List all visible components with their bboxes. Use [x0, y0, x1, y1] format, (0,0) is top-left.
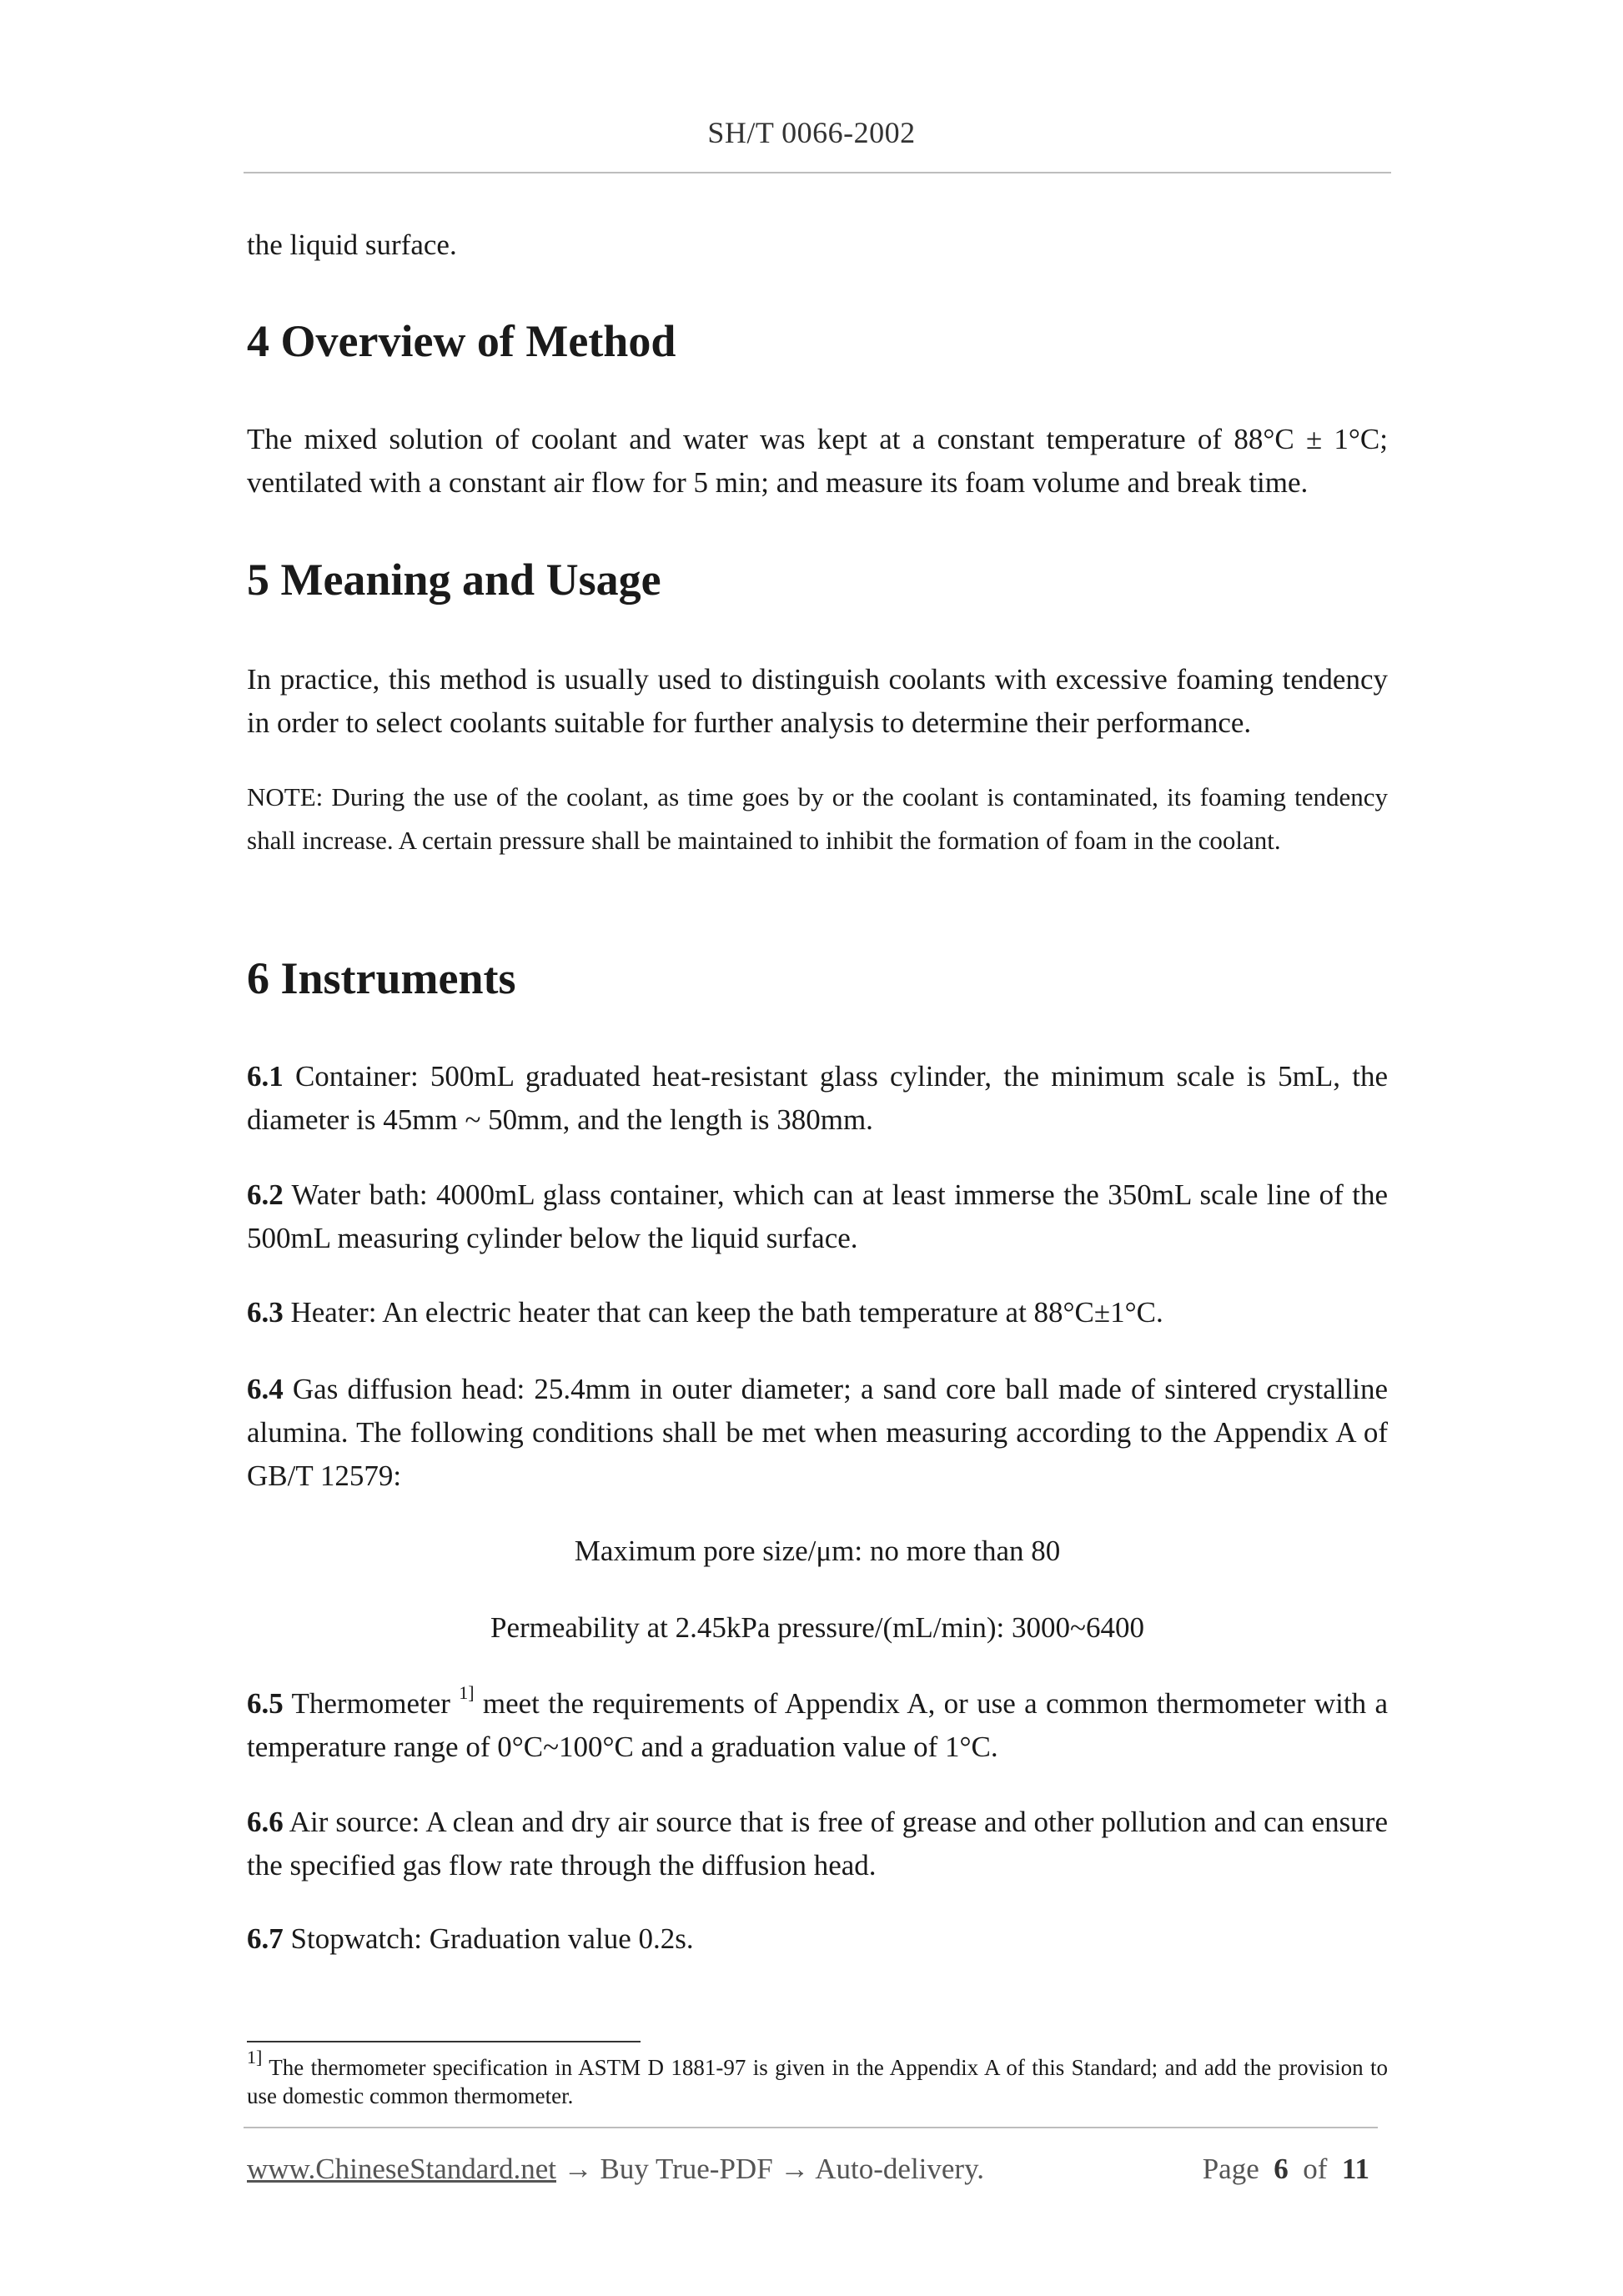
clause-number: 6.3 — [247, 1296, 284, 1329]
continuation-text: the liquid surface. — [247, 229, 457, 261]
section-4-heading: 4 Overview of Method — [247, 316, 676, 366]
clause-6-6 — [247, 1801, 1388, 1887]
buy-pdf-text: Buy True-PDF — [600, 2153, 773, 2185]
condition-permeability: Permeability at 2.45kPa pressure/(mL/min): 3000~6400 — [490, 1611, 1144, 1644]
section-5-heading: 5 Meaning and Usage — [247, 555, 661, 605]
section-5-paragraph: In practice, this method is usually used to distinguish coolants with excessive foaming tendency in order to select coolants suitable for further analysis to determine their performance. — [247, 663, 1388, 739]
document-code-header: SH/T 0066-2002 — [707, 116, 916, 149]
clause-text: Air source: A clean and dry air source that is free of grease and other pollution and can ensure the specified gas flow rate through the diffusion head. — [247, 1806, 1388, 1882]
clause-6-2 — [247, 1173, 1388, 1260]
clause-text: Thermometer — [283, 1687, 460, 1720]
clause-text: Gas diffusion head: 25.4mm in outer diameter; a sand core ball made of sintered crystalline alumina. The following conditions shall be met when measuring according to the Appendix A of GB/T 12579: — [247, 1373, 1388, 1492]
clause-number: 6.5 — [247, 1687, 284, 1720]
clause-text: Container: 500mL graduated heat-resistant glass cylinder, the minimum scale is 5mL, the diameter is 45mm ~ 50mm, and the length is 380mm. — [247, 1060, 1388, 1136]
total-page-number: 11 — [1341, 2153, 1369, 2185]
section-6-heading: 6 Instruments — [247, 953, 516, 1003]
footer-promo — [247, 2150, 984, 2188]
footnote-text: The thermometer specification in ASTM D 1881-97 is given in the Appendix A of this Standard; and add the provision to use domestic common thermometer. — [247, 2055, 1388, 2108]
clause-6-5 — [247, 1682, 1388, 1769]
footer-divider — [244, 2127, 1378, 2128]
clause-number: 6.1 — [247, 1060, 284, 1093]
condition-pore-size: Maximum pore size/μm: no more than 80 — [574, 1535, 1061, 1567]
clause-6-4 — [247, 1368, 1388, 1498]
arrow-right-icon: → — [556, 2153, 600, 2185]
clause-6-1 — [247, 1055, 1388, 1142]
clause-number: 6.7 — [247, 1922, 284, 1955]
footnote-reference[interactable]: 1] — [459, 1682, 475, 1704]
page-counter — [1203, 2150, 1369, 2188]
clause-6-3 — [247, 1291, 1388, 1334]
header-divider — [244, 172, 1391, 173]
footnote — [247, 2047, 1388, 2110]
arrow-right-icon: → — [772, 2153, 816, 2185]
clause-6-7 — [247, 1917, 1388, 1961]
of-label: of — [1303, 2153, 1328, 2185]
clause-text: Stopwatch: Graduation value 0.2s. — [283, 1922, 694, 1955]
footnote-marker: 1] — [247, 2047, 263, 2067]
section-4-paragraph: The mixed solution of coolant and water was kept at a constant temperature of 88°C ± 1°C; ventilated with a constant air flow for 5 min; and measure its foam volume and break time. — [247, 423, 1388, 499]
clause-number: 6.6 — [247, 1806, 284, 1838]
clause-number: 6.2 — [247, 1178, 284, 1211]
auto-delivery-text: Auto-delivery. — [815, 2153, 985, 2185]
footnote-divider — [247, 2041, 641, 2042]
section-5-note: NOTE: During the use of the coolant, as time goes by or the coolant is contaminated, its foaming tendency shall increase. A certain pressure shall be maintained to inhibit the formation of foam in the coolant. — [247, 782, 1388, 855]
current-page-number: 6 — [1274, 2153, 1289, 2185]
clause-number: 6.4 — [247, 1373, 284, 1405]
website-link[interactable]: www.ChineseStandard.net — [247, 2153, 556, 2185]
clause-text: Water bath: 4000mL glass container, which can at least immerse the 350mL scale line of the 500mL measuring cylinder below the liquid surface. — [247, 1178, 1388, 1254]
page-label: Page — [1202, 2153, 1259, 2185]
clause-text-continued: meet the requirements of Appendix A, or use a common thermometer with a temperature range of 0°C~100°C and a graduation value of 1°C. — [247, 1687, 1388, 1763]
clause-text: Heater: An electric heater that can keep the bath temperature at 88°C±1°C. — [283, 1296, 1163, 1329]
